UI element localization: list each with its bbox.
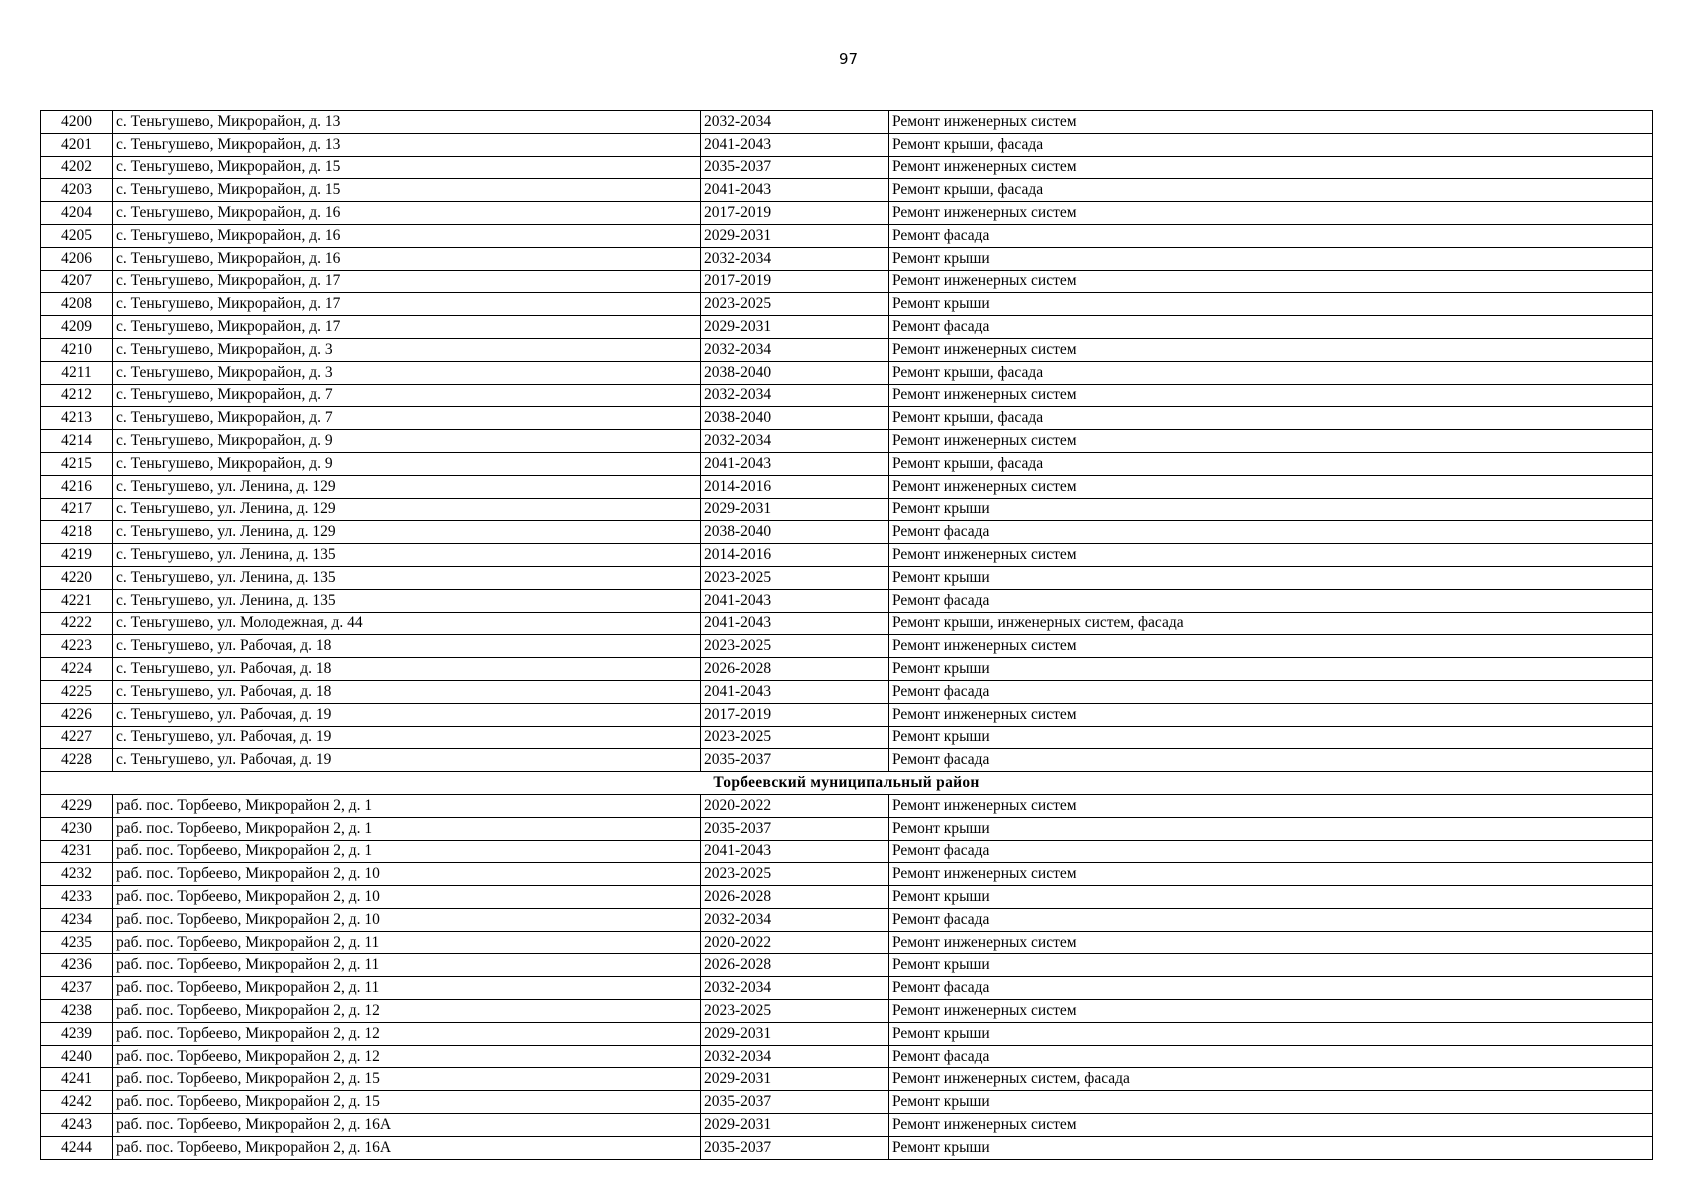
row-number: 4216 [41,475,113,498]
table-row [41,931,1653,954]
row-period: 2035-2037 [701,1091,889,1114]
table-row [41,977,1653,1000]
table-row [41,1068,1653,1091]
table-row [41,612,1653,635]
row-address: с. Теньгушево, ул. Рабочая, д. 18 [113,635,701,658]
row-period: 2038-2040 [701,407,889,430]
table-row [41,361,1653,384]
table-row [41,338,1653,361]
table-row [41,498,1653,521]
row-address: с. Теньгушево, ул. Рабочая, д. 19 [113,726,701,749]
table-row [41,589,1653,612]
row-number: 4206 [41,247,113,270]
row-address: с. Теньгушево, Микрорайон, д. 16 [113,202,701,225]
table-row [41,1022,1653,1045]
row-work-type: Ремонт инженерных систем [889,430,1653,453]
row-address: раб. пос. Торбеево, Микрорайон 2, д. 12 [113,1022,701,1045]
table-row [41,954,1653,977]
section-title: Торбеевский муниципальный район [41,772,1653,795]
row-number: 4201 [41,133,113,156]
row-period: 2029-2031 [701,1068,889,1091]
row-number: 4243 [41,1114,113,1137]
row-number: 4226 [41,703,113,726]
row-address: с. Теньгушево, ул. Ленина, д. 129 [113,475,701,498]
row-period: 2026-2028 [701,886,889,909]
row-address: с. Теньгушево, Микрорайон, д. 7 [113,384,701,407]
row-work-type: Ремонт крыши, фасада [889,179,1653,202]
row-address: раб. пос. Торбеево, Микрорайон 2, д. 16А [113,1136,701,1159]
row-period: 2014-2016 [701,544,889,567]
row-work-type: Ремонт крыши, фасада [889,133,1653,156]
row-address: раб. пос. Торбеево, Микрорайон 2, д. 12 [113,1045,701,1068]
row-address: с. Теньгушево, ул. Ленина, д. 129 [113,521,701,544]
row-work-type: Ремонт крыши [889,1136,1653,1159]
table-row [41,156,1653,179]
row-number: 4227 [41,726,113,749]
table-row [41,1091,1653,1114]
row-address: раб. пос. Торбеево, Микрорайон 2, д. 10 [113,908,701,931]
row-work-type: Ремонт инженерных систем [889,863,1653,886]
row-number: 4200 [41,111,113,134]
row-number: 4234 [41,908,113,931]
row-number: 4229 [41,794,113,817]
row-address: раб. пос. Торбеево, Микрорайон 2, д. 16А [113,1114,701,1137]
row-address: с. Теньгушево, Микрорайон, д. 13 [113,111,701,134]
row-period: 2023-2025 [701,726,889,749]
row-work-type: Ремонт инженерных систем [889,703,1653,726]
row-work-type: Ремонт крыши, фасада [889,407,1653,430]
row-work-type: Ремонт фасада [889,1045,1653,1068]
row-address: с. Теньгушево, ул. Ленина, д. 135 [113,544,701,567]
row-work-type: Ремонт крыши [889,886,1653,909]
row-number: 4237 [41,977,113,1000]
row-number: 4228 [41,749,113,772]
row-work-type: Ремонт фасада [889,908,1653,931]
table-row [41,1000,1653,1023]
row-work-type: Ремонт инженерных систем [889,1000,1653,1023]
table-row [41,384,1653,407]
table-row [41,430,1653,453]
row-work-type: Ремонт крыши [889,566,1653,589]
table-row [41,817,1653,840]
row-number: 4223 [41,635,113,658]
row-address: раб. пос. Торбеево, Микрорайон 2, д. 12 [113,1000,701,1023]
table-row [41,202,1653,225]
row-work-type: Ремонт инженерных систем [889,111,1653,134]
table-row [41,111,1653,134]
row-period: 2017-2019 [701,270,889,293]
row-work-type: Ремонт фасада [889,977,1653,1000]
row-period: 2026-2028 [701,954,889,977]
table-row [41,886,1653,909]
row-period: 2032-2034 [701,338,889,361]
row-period: 2029-2031 [701,498,889,521]
row-number: 4224 [41,658,113,681]
row-period: 2023-2025 [701,566,889,589]
table-row [41,703,1653,726]
row-period: 2029-2031 [701,316,889,339]
row-period: 2038-2040 [701,521,889,544]
row-period: 2035-2037 [701,156,889,179]
row-address: раб. пос. Торбеево, Микрорайон 2, д. 15 [113,1091,701,1114]
row-work-type: Ремонт фасада [889,224,1653,247]
row-work-type: Ремонт инженерных систем [889,794,1653,817]
row-address: с. Теньгушево, Микрорайон, д. 16 [113,224,701,247]
row-work-type: Ремонт крыши [889,817,1653,840]
row-number: 4219 [41,544,113,567]
table-row [41,270,1653,293]
row-address: с. Теньгушево, Микрорайон, д. 17 [113,293,701,316]
table-row [41,133,1653,156]
row-period: 2029-2031 [701,224,889,247]
row-work-type: Ремонт крыши [889,247,1653,270]
table-row [41,475,1653,498]
row-address: с. Теньгушево, Микрорайон, д. 15 [113,156,701,179]
row-period: 2038-2040 [701,361,889,384]
row-work-type: Ремонт крыши, фасада [889,361,1653,384]
row-work-type: Ремонт крыши [889,498,1653,521]
row-work-type: Ремонт инженерных систем [889,384,1653,407]
row-period: 2041-2043 [701,680,889,703]
row-number: 4232 [41,863,113,886]
row-address: с. Теньгушево, Микрорайон, д. 13 [113,133,701,156]
table-row [41,863,1653,886]
row-address: с. Теньгушево, ул. Молодежная, д. 44 [113,612,701,635]
row-number: 4239 [41,1022,113,1045]
row-address: раб. пос. Торбеево, Микрорайон 2, д. 11 [113,931,701,954]
row-address: с. Теньгушево, ул. Рабочая, д. 18 [113,658,701,681]
row-number: 4231 [41,840,113,863]
row-work-type: Ремонт инженерных систем [889,931,1653,954]
row-period: 2032-2034 [701,977,889,1000]
row-period: 2035-2037 [701,749,889,772]
row-work-type: Ремонт крыши [889,658,1653,681]
row-period: 2017-2019 [701,202,889,225]
row-period: 2026-2028 [701,658,889,681]
row-number: 4212 [41,384,113,407]
row-number: 4220 [41,566,113,589]
row-period: 2035-2037 [701,1136,889,1159]
row-period: 2041-2043 [701,133,889,156]
row-address: с. Теньгушево, Микрорайон, д. 7 [113,407,701,430]
row-number: 4221 [41,589,113,612]
table-row [41,1114,1653,1137]
table-row [41,452,1653,475]
row-period: 2041-2043 [701,612,889,635]
row-period: 2023-2025 [701,293,889,316]
table-row [41,293,1653,316]
row-work-type: Ремонт крыши [889,293,1653,316]
row-work-type: Ремонт инженерных систем [889,1114,1653,1137]
row-number: 4208 [41,293,113,316]
row-work-type: Ремонт крыши [889,726,1653,749]
row-period: 2023-2025 [701,863,889,886]
row-address: с. Теньгушево, ул. Ленина, д. 135 [113,566,701,589]
row-number: 4242 [41,1091,113,1114]
row-period: 2020-2022 [701,794,889,817]
row-number: 4210 [41,338,113,361]
table-row [41,247,1653,270]
row-address: раб. пос. Торбеево, Микрорайон 2, д. 1 [113,817,701,840]
table-row [41,749,1653,772]
repair-schedule-table [40,110,1653,1160]
row-period: 2041-2043 [701,452,889,475]
row-number: 4211 [41,361,113,384]
row-work-type: Ремонт крыши [889,1022,1653,1045]
table-row [41,840,1653,863]
table-row [41,407,1653,430]
row-number: 4203 [41,179,113,202]
row-address: раб. пос. Торбеево, Микрорайон 2, д. 11 [113,977,701,1000]
row-work-type: Ремонт крыши [889,1091,1653,1114]
row-number: 4240 [41,1045,113,1068]
row-address: раб. пос. Торбеево, Микрорайон 2, д. 11 [113,954,701,977]
table-row [41,1045,1653,1068]
row-work-type: Ремонт инженерных систем [889,202,1653,225]
table-row [41,179,1653,202]
row-number: 4217 [41,498,113,521]
row-number: 4209 [41,316,113,339]
row-number: 4241 [41,1068,113,1091]
row-period: 2032-2034 [701,111,889,134]
page-number: 97 [838,50,859,68]
row-address: раб. пос. Торбеево, Микрорайон 2, д. 15 [113,1068,701,1091]
table-row [41,908,1653,931]
row-period: 2041-2043 [701,589,889,612]
table-row [41,566,1653,589]
row-period: 2032-2034 [701,247,889,270]
row-work-type: Ремонт фасада [889,680,1653,703]
row-number: 4214 [41,430,113,453]
row-period: 2014-2016 [701,475,889,498]
row-work-type: Ремонт фасада [889,589,1653,612]
row-address: с. Теньгушево, Микрорайон, д. 16 [113,247,701,270]
row-period: 2023-2025 [701,1000,889,1023]
row-work-type: Ремонт инженерных систем [889,544,1653,567]
row-number: 4204 [41,202,113,225]
row-number: 4236 [41,954,113,977]
row-work-type: Ремонт фасада [889,749,1653,772]
row-address: раб. пос. Торбеево, Микрорайон 2, д. 1 [113,794,701,817]
row-work-type: Ремонт инженерных систем [889,156,1653,179]
row-work-type: Ремонт инженерных систем [889,635,1653,658]
row-work-type: Ремонт инженерных систем [889,270,1653,293]
row-address: с. Теньгушево, Микрорайон, д. 3 [113,338,701,361]
row-period: 2035-2037 [701,817,889,840]
row-number: 4215 [41,452,113,475]
row-period: 2023-2025 [701,635,889,658]
row-number: 4244 [41,1136,113,1159]
row-address: с. Теньгушево, Микрорайон, д. 17 [113,270,701,293]
row-address: раб. пос. Торбеево, Микрорайон 2, д. 10 [113,886,701,909]
row-period: 2041-2043 [701,179,889,202]
row-work-type: Ремонт инженерных систем, фасада [889,1068,1653,1091]
row-address: с. Теньгушево, Микрорайон, д. 9 [113,452,701,475]
section-row [41,772,1653,795]
row-address: с. Теньгушево, Микрорайон, д. 3 [113,361,701,384]
row-period: 2020-2022 [701,931,889,954]
row-number: 4218 [41,521,113,544]
table-row [41,794,1653,817]
row-number: 4235 [41,931,113,954]
table-row [41,726,1653,749]
table-row [41,1136,1653,1159]
row-number: 4213 [41,407,113,430]
row-period: 2017-2019 [701,703,889,726]
row-number: 4238 [41,1000,113,1023]
row-work-type: Ремонт фасада [889,521,1653,544]
row-work-type: Ремонт крыши, фасада [889,452,1653,475]
row-period: 2032-2034 [701,908,889,931]
table-row [41,658,1653,681]
table-row [41,544,1653,567]
row-period: 2041-2043 [701,840,889,863]
row-number: 4233 [41,886,113,909]
table-row [41,224,1653,247]
row-address: с. Теньгушево, Микрорайон, д. 9 [113,430,701,453]
row-address: раб. пос. Торбеево, Микрорайон 2, д. 10 [113,863,701,886]
row-period: 2029-2031 [701,1022,889,1045]
row-work-type: Ремонт фасада [889,316,1653,339]
row-work-type: Ремонт инженерных систем [889,475,1653,498]
row-period: 2032-2034 [701,384,889,407]
row-address: с. Теньгушево, Микрорайон, д. 15 [113,179,701,202]
row-address: с. Теньгушево, Микрорайон, д. 17 [113,316,701,339]
table-row [41,680,1653,703]
row-number: 4222 [41,612,113,635]
row-work-type: Ремонт крыши [889,954,1653,977]
row-number: 4205 [41,224,113,247]
table-row [41,316,1653,339]
row-address: с. Теньгушево, ул. Ленина, д. 129 [113,498,701,521]
row-address: с. Теньгушево, ул. Рабочая, д. 19 [113,703,701,726]
row-number: 4230 [41,817,113,840]
row-period: 2029-2031 [701,1114,889,1137]
row-work-type: Ремонт фасада [889,840,1653,863]
row-address: с. Теньгушево, ул. Рабочая, д. 19 [113,749,701,772]
row-address: раб. пос. Торбеево, Микрорайон 2, д. 1 [113,840,701,863]
table-row [41,521,1653,544]
row-number: 4225 [41,680,113,703]
row-work-type: Ремонт крыши, инженерных систем, фасада [889,612,1653,635]
row-work-type: Ремонт инженерных систем [889,338,1653,361]
row-address: с. Теньгушево, ул. Рабочая, д. 18 [113,680,701,703]
row-period: 2032-2034 [701,1045,889,1068]
table-body [41,111,1653,1160]
table-row [41,635,1653,658]
row-number: 4207 [41,270,113,293]
row-address: с. Теньгушево, ул. Ленина, д. 135 [113,589,701,612]
row-period: 2032-2034 [701,430,889,453]
row-number: 4202 [41,156,113,179]
